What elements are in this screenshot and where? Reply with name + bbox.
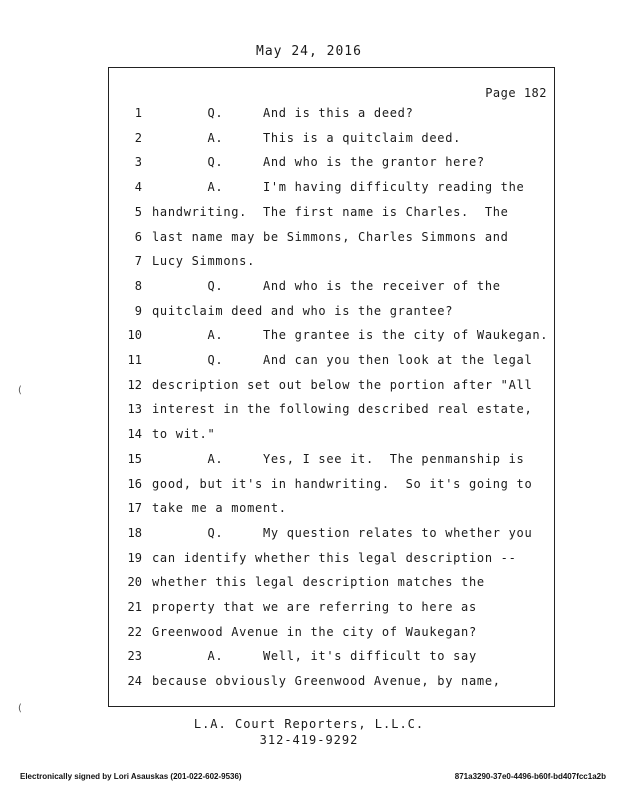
line-number: 10 — [127, 328, 142, 343]
court-reporter-phone: 312-419-9292 — [259, 733, 359, 747]
document-hash: 871a3290-37e0-4496-b60f-bd407fcc1a2b — [454, 772, 606, 781]
transcript-line — [108, 252, 555, 270]
line-text: A. Yes, I see it. The penmanship is — [152, 451, 525, 466]
line-number: 5 — [134, 204, 142, 219]
line-number: 4 — [134, 180, 142, 195]
transcript-line — [108, 277, 555, 295]
transcript-line — [108, 647, 555, 665]
line-number: 1 — [134, 106, 142, 120]
line-text: Q. My question relates to whether you — [152, 525, 533, 540]
line-text: good, but it's in handwriting. So it's going to — [152, 476, 533, 491]
line-number: 15 — [127, 451, 142, 466]
line-number: 8 — [134, 278, 142, 293]
line-text: can identify whether this legal description -- — [152, 550, 517, 565]
transcript-line — [108, 672, 555, 690]
transcript-line — [108, 475, 555, 493]
margin-mark: ( — [18, 385, 22, 396]
line-text: A. This is a quitclaim deed. — [152, 130, 462, 145]
electronic-signature: Electronically signed by Lori Asauskas (201-022-602-9536) — [20, 772, 242, 781]
line-text: A. I'm having difficulty reading the — [152, 180, 525, 195]
line-number: 6 — [134, 229, 142, 244]
transcript-line — [108, 623, 555, 641]
line-text: interest in the following described real estate, — [152, 402, 533, 417]
line-text: Q. And is this a deed? — [152, 106, 414, 120]
line-text: Q. And who is the receiver of the — [152, 278, 501, 293]
line-text: A. The grantee is the city of Waukegan. — [152, 328, 549, 343]
line-number: 14 — [127, 427, 142, 442]
line-number: 23 — [127, 649, 142, 664]
line-number: 9 — [134, 303, 142, 318]
line-text: Q. And who is the grantor here? — [152, 155, 485, 170]
margin-mark: ( — [18, 703, 22, 714]
line-number: 2 — [134, 130, 142, 145]
line-number: 7 — [134, 254, 142, 269]
line-text: to wit." — [152, 427, 216, 442]
line-number: 13 — [127, 402, 142, 417]
line-number: 22 — [127, 624, 142, 639]
transcript-date: May 24, 2016 — [256, 44, 362, 59]
line-number: 18 — [127, 525, 142, 540]
line-number: 17 — [127, 501, 142, 516]
line-text: property that we are referring to here as — [152, 600, 477, 614]
transcript-line — [108, 425, 555, 443]
transcript-line — [108, 376, 555, 394]
line-number: 24 — [127, 674, 142, 689]
line-number: 20 — [127, 575, 142, 590]
transcript-line — [108, 450, 555, 468]
line-text: description set out below the portion after "All — [152, 377, 533, 392]
page-number: Page 182 — [485, 86, 547, 100]
transcript-line — [108, 203, 555, 221]
transcript-line — [108, 499, 555, 517]
line-text: whether this legal description matches the — [152, 575, 485, 590]
line-number: 11 — [127, 353, 142, 367]
transcript-line — [108, 302, 555, 320]
transcript-line — [108, 351, 555, 369]
line-number: 19 — [127, 550, 142, 565]
line-number: 3 — [134, 155, 142, 170]
line-text: A. Well, it's difficult to say — [152, 649, 477, 664]
transcript-line — [108, 228, 555, 246]
transcript-line — [108, 178, 555, 196]
transcript-line — [108, 524, 555, 542]
transcript-line — [108, 400, 555, 418]
transcript-line — [108, 549, 555, 567]
line-text: take me a moment. — [152, 501, 287, 516]
transcript-line — [108, 598, 555, 616]
line-number: 16 — [127, 476, 142, 491]
line-text: Lucy Simmons. — [152, 254, 256, 269]
line-number: 21 — [127, 600, 142, 614]
transcript-line — [108, 153, 555, 171]
line-text: quitclaim deed and who is the grantee? — [152, 303, 454, 318]
line-text: last name may be Simmons, Charles Simmons and — [152, 229, 509, 244]
transcript-line — [108, 129, 555, 147]
court-reporter-firm: L.A. Court Reporters, L.L.C. — [193, 717, 425, 731]
transcript-line — [108, 573, 555, 591]
line-text: Greenwood Avenue in the city of Waukegan? — [152, 624, 477, 639]
transcript-line — [108, 104, 555, 122]
line-number: 12 — [127, 377, 142, 392]
line-text: Q. And can you then look at the legal — [152, 353, 533, 367]
line-text: handwriting. The first name is Charles. The — [152, 204, 509, 219]
line-text: because obviously Greenwood Avenue, by name, — [152, 674, 501, 689]
transcript-line — [108, 326, 555, 344]
